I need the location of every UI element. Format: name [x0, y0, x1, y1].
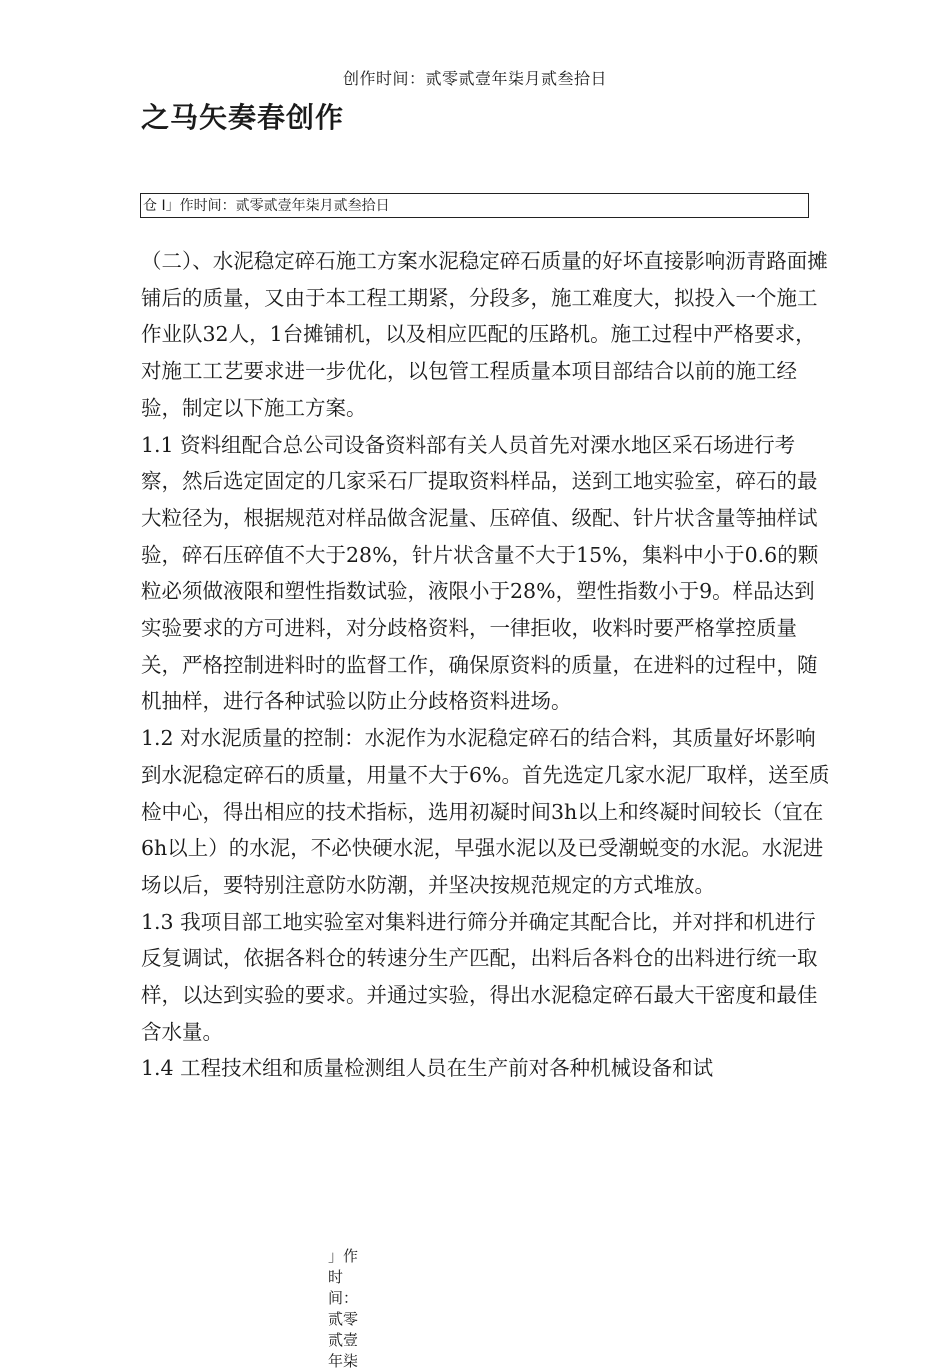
creation-time-header: 创作时间：贰零贰壹年柒月贰叁拾日 [342, 69, 607, 88]
paragraph-1-1: 1.1 资料组配合总公司设备资料部有关人员首先对溧水地区采石场进行考察，然后选定固定的几家采石厂提取资料样品，送到工地实验室，碎石的最大粒径为，根据规范对样品做含泥量、压碎值、级配、针片状含量等抽样试验，碎石压碎值不大于28%，针片状含量不大于15%，集料中小于0.6的颗粒必须做液限和塑性指数试验，液限小于28%，塑性指数小于9。样品达到实验要求的方可进料，对分歧格资料，一律拒收，收料时要严格掌控质量关，严格控制进料时的监督工作，确保原资料的质量，在进料的过程中，随机抽样，进行各种试验以防止分歧格资料进场。 [141, 432, 819, 714]
paragraph-1-2: 1.2 对水泥质量的控制：水泥作为水泥稳定碎石的结合料，其质量好坏影响到水泥稳定碎石的质量，用量不大于6%。首先选定几家水泥厂取样，送至质检中心，得出相应的技术指标，选用初凝时间3h以上和终凝时间较长（宜在6h以上）的水泥，不必快硬水泥，早强水泥以及已受潮蜕变的水泥。水泥进场以后，要特别注意防水防潮，并坚决按规范规定的方式堆放。 [141, 726, 830, 897]
author-line: 之马矢奏春创作 [141, 101, 345, 134]
boxed-creation-time: 仓 I」作时间：贰零贰壹年柒月贰叁拾日 [140, 193, 809, 218]
paragraph-1-4: 1.4 工程技术组和质量检测组人员在生产前对各种机械设备和试 [141, 1056, 714, 1081]
paragraph-1-3: 1.3 我项目部工地实验室对集料进行筛分并确定其配合比，并对拌和机进行反复调试，依据各料仓的转速分生产匹配，出料后各料仓的出料进行统一取样，以达到实验的要求。并通过实验，得出水泥稳定碎石最大干密度和最佳含水量。 [141, 909, 818, 1044]
footer-fragment: 」作时间：贰零贰壹年柒 [328, 1247, 359, 1370]
paragraph-intro: （二）、水泥稳定碎石施工方案水泥稳定碎石质量的好坏直接影响沥青路面摊铺后的质量，又由于本工程工期紧，分段多，施工难度大，拟投入一个施工作业队32人，1台摊铺机，以及相应匹配的压路机。施工过程中严格要求，对施工工艺要求进一步优化，以包管工程质量本项目部结合以前的施工经验，制定以下施工方案。 [141, 249, 828, 420]
document-body [141, 243, 831, 1087]
